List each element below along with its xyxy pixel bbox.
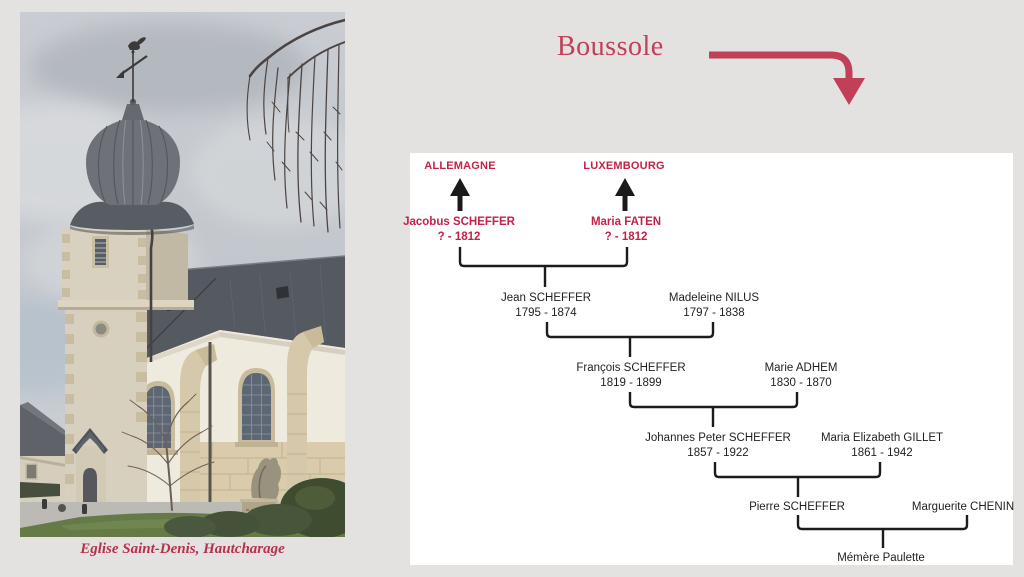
person-name: Johannes Peter SCHEFFER [645, 432, 791, 444]
person-name: Jacobus SCHEFFER [403, 216, 515, 228]
person-dates: 1819 - 1899 [600, 377, 662, 389]
person-dates: 1795 - 1874 [515, 307, 577, 319]
photo-caption: Eglise Saint-Denis, Hautcharage [80, 541, 285, 557]
person-node-marie-adhem [765, 361, 838, 391]
church-photo-art [20, 12, 345, 537]
person-node-jacobus-scheffer [403, 215, 515, 245]
person-node-pierre-scheffer [749, 500, 845, 515]
left-hedge [20, 482, 60, 498]
person-dates: 1857 - 1922 [687, 447, 749, 459]
page-title: Boussole [557, 31, 664, 62]
person-name: Marguerite CHENIN [911, 501, 1015, 513]
person-dates: ? - 1812 [437, 231, 481, 243]
origin-country-allemagne: ALLEMAGNE [424, 160, 496, 172]
person-name: Mémère Paulette [837, 552, 925, 564]
family-tree-panel [403, 153, 1015, 565]
person-dates: ? - 1812 [604, 231, 648, 243]
person-node-johannes-peter-scheffer [645, 431, 791, 461]
person-name: Maria FATEN [590, 216, 662, 228]
person-dates: 1861 - 1942 [851, 447, 913, 459]
person-dates: 1830 - 1870 [770, 377, 832, 389]
person-node-madeleine-nilus [669, 291, 759, 321]
church-photo [20, 12, 345, 537]
origin-country-luxembourg: LUXEMBOURG [583, 160, 665, 172]
person-node-francois-scheffer [576, 361, 685, 391]
person-name: Jean SCHEFFER [500, 292, 592, 304]
up-arrow-icon [615, 178, 635, 211]
up-arrow-icon [450, 178, 470, 211]
person-name: Marie ADHEM [764, 362, 838, 374]
person-node-memere-paulette [837, 551, 925, 566]
person-name: Pierre SCHEFFER [749, 501, 845, 513]
person-dates: 1797 - 1838 [683, 307, 745, 319]
person-node-maria-elizabeth-gillet [821, 431, 943, 461]
person-node-jean-scheffer [501, 291, 591, 321]
person-name: François SCHEFFER [576, 362, 686, 374]
person-node-marguerite-chenin [912, 500, 1014, 515]
person-name: Madeleine NILUS [668, 292, 760, 304]
person-name: Maria Elizabeth GILLET [820, 432, 944, 444]
person-node-maria-faten [591, 215, 661, 245]
curved-arrow-icon [705, 42, 870, 112]
